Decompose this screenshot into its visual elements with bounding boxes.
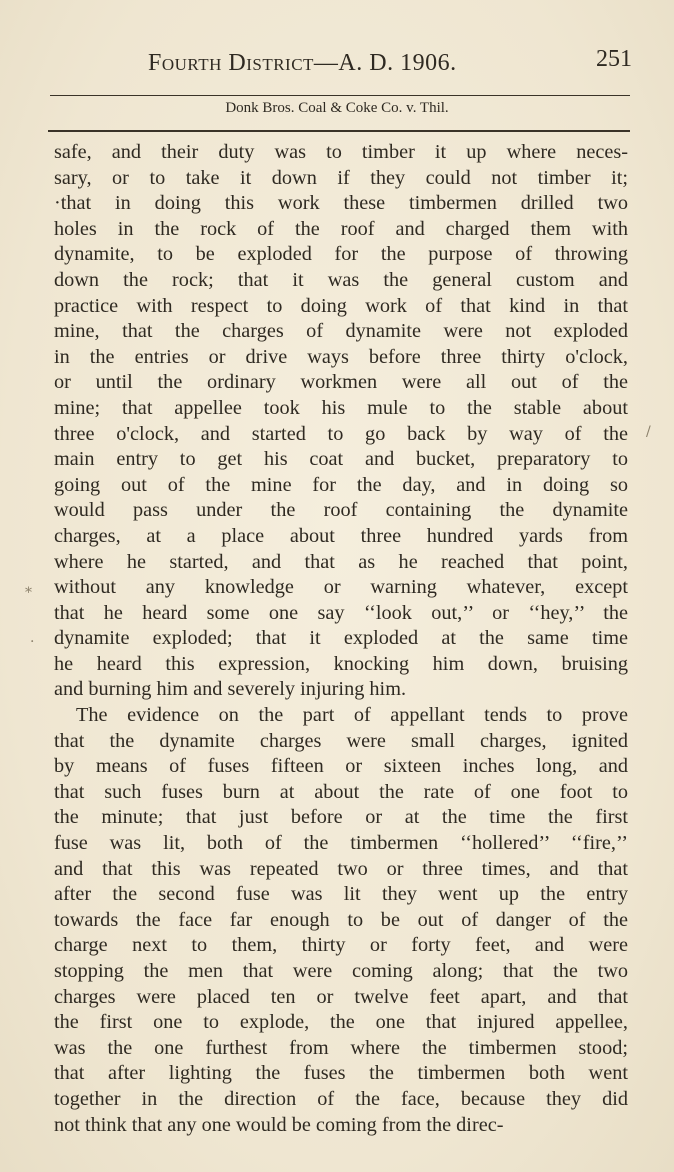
text-line: the first one to explode, the one that injured appellee, — [54, 1011, 628, 1034]
text-line: three o'clock, and started to go back by way of the — [54, 422, 628, 445]
text-line: charges were placed ten or twelve feet apart, and that — [54, 985, 628, 1008]
text-line: holes in the rock of the roof and charged them with — [54, 217, 628, 240]
text-line: fuse was lit, both of the timbermen ‘‘hollered’’ ‘‘fire,’’ — [54, 832, 628, 855]
text-line: in the entries or drive ways before three thirty o'clock, — [54, 345, 628, 368]
text-line: towards the face far enough to be out of danger of the — [54, 908, 628, 931]
text-line: going out of the mine for the day, and in doing so — [54, 473, 628, 496]
text-line: not think that any one would be coming from the direc- — [54, 1113, 504, 1136]
margin-mark: * — [25, 585, 32, 601]
text-line: mine; that appellee took his mule to the stable about — [54, 396, 628, 419]
text-line: that the dynamite charges were small charges, ignited — [54, 729, 628, 752]
text-line: that he heard some one say ‘‘look out,’’ or ‘‘hey,’’ the — [54, 601, 628, 624]
text-line: ·that in doing this work these timbermen drilled two — [54, 192, 628, 215]
page-number: 251 — [596, 46, 632, 72]
text-line: main entry to get his coat and bucket, preparatory to — [54, 448, 628, 471]
text-line: dynamite exploded; that it exploded at the same time — [54, 627, 628, 650]
text-line: without any knowledge or warning whatever, except — [54, 576, 628, 599]
text-line: and burning him and severely injuring him. — [54, 678, 407, 701]
text-line: the minute; that just before or at the time the first — [54, 806, 628, 829]
page-header — [40, 46, 634, 84]
text-line: where he started, and that as he reached that point, — [54, 550, 628, 573]
margin-mark: · — [30, 634, 35, 650]
text-line: was the one furthest from where the timbermen stood; — [54, 1036, 628, 1059]
text-line: and that this was repeated two or three times, and that — [54, 857, 628, 880]
text-line: charges, at a place about three hundred yards from — [54, 524, 628, 547]
text-line: that such fuses burn at about the rate of one foot to — [54, 780, 628, 803]
text-line: together in the direction of the face, because they did — [54, 1087, 628, 1110]
text-line: The evidence on the part of appellant tends to prove — [76, 704, 628, 727]
header-rule-top — [50, 95, 630, 96]
text-line: stopping the men that were coming along; that the two — [54, 960, 628, 982]
case-title: Donk Bros. Coal & Coke Co. v. Thil. — [225, 100, 449, 116]
text-line: by means of fuses fifteen or sixteen inches long, and — [54, 755, 628, 778]
text-line: charge next to them, thirty or forty feet, and were — [54, 934, 628, 957]
running-head: Fourth District—A. D. 1906. — [148, 50, 457, 76]
body-text — [54, 140, 628, 1138]
text-line: after the second fuse was lit they went up the entry — [54, 883, 628, 906]
text-line: he heard this expression, knocking him down, bruising — [54, 652, 628, 675]
margin-mark: / — [646, 424, 651, 440]
text-line: would pass under the roof containing the dynamite — [54, 499, 628, 522]
text-line: practice with respect to doing work of that kind in that — [54, 294, 628, 317]
text-line: sary, or to take it down if they could not timber it; — [54, 166, 628, 189]
header-rule-bottom — [48, 130, 630, 132]
text-line: dynamite, to be exploded for the purpose of throwing — [54, 243, 628, 266]
text-line: safe, and their duty was to timber it up where neces- — [54, 141, 628, 163]
text-line: that after lighting the fuses the timbermen both went — [54, 1062, 628, 1085]
text-line: mine, that the charges of dynamite were not exploded — [54, 320, 628, 343]
text-line: down the rock; that it was the general custom and — [54, 268, 628, 291]
text-line: or until the ordinary workmen were all out of the — [54, 371, 628, 394]
